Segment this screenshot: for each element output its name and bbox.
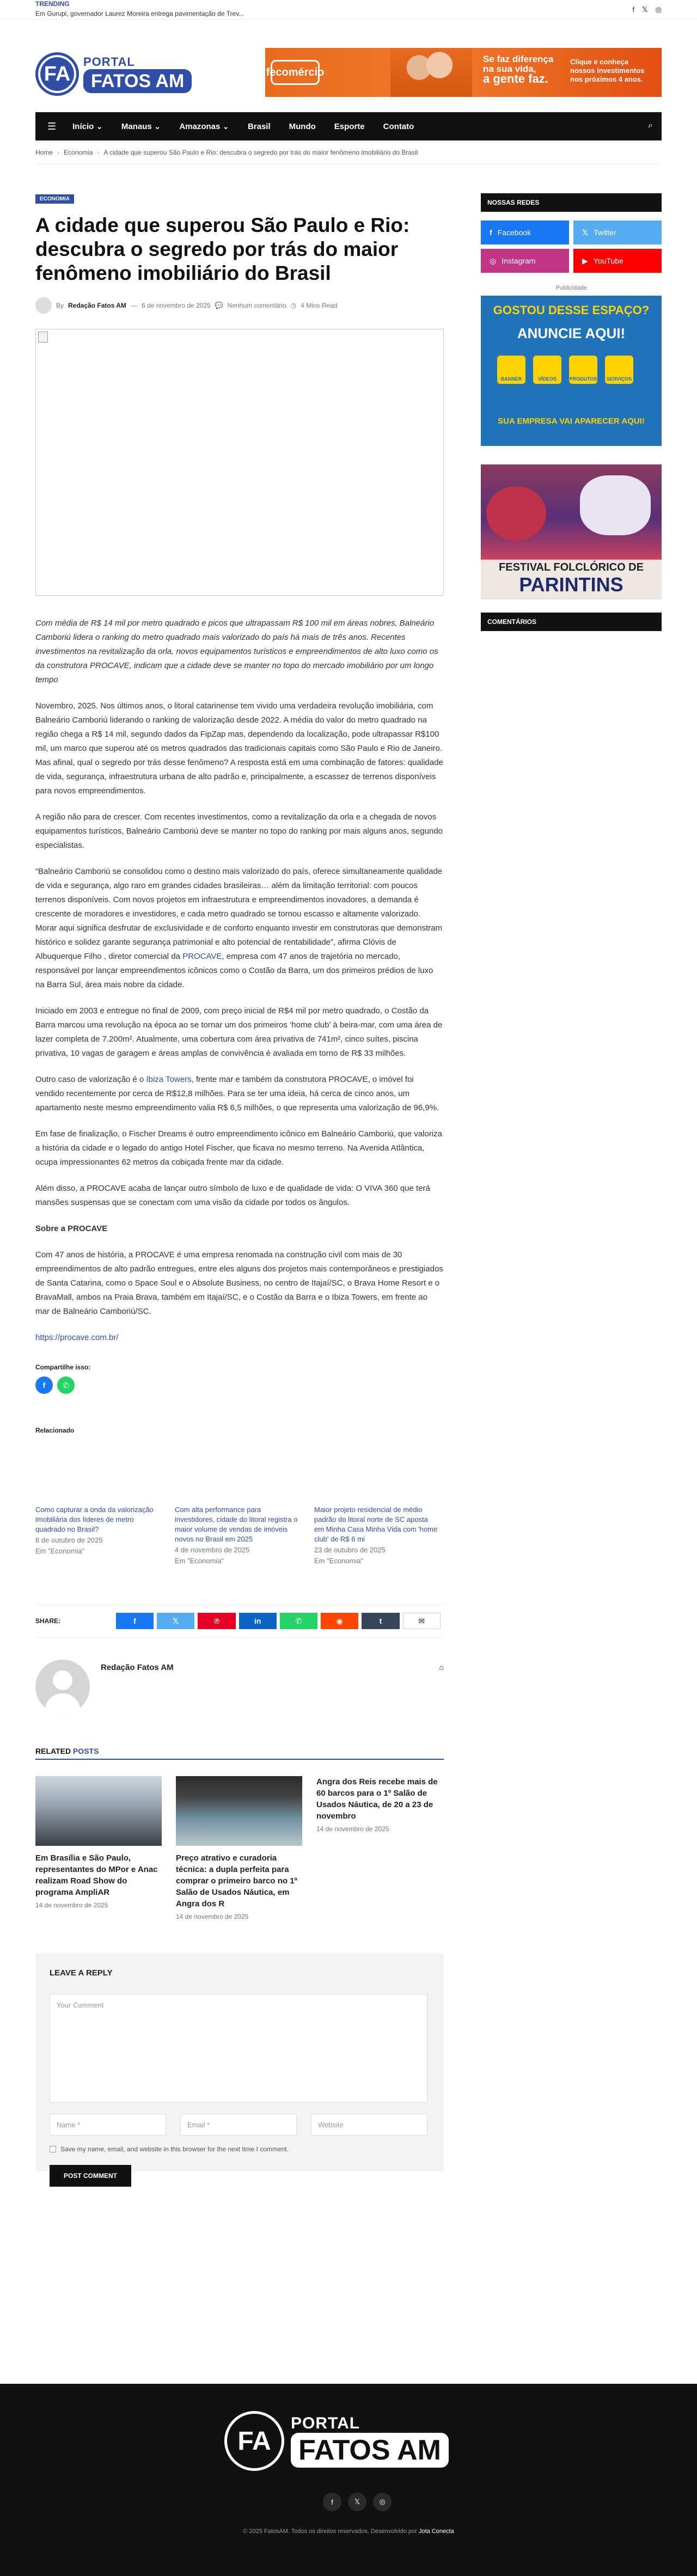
website-icon[interactable]: ⌂ bbox=[439, 1663, 444, 1672]
read-time: 4 Mins Read bbox=[301, 302, 338, 309]
comment-form bbox=[35, 1953, 444, 2180]
related-posts bbox=[35, 1747, 444, 1920]
related-label: Relacionado bbox=[35, 1427, 75, 1434]
banner-cta: Clique e conheça nossos investimentos nos próximos 4 anos. bbox=[570, 58, 645, 83]
website-field[interactable]: Website bbox=[311, 2114, 427, 2136]
trending-label: TRENDING bbox=[35, 0, 70, 8]
ad-decoration bbox=[580, 475, 651, 535]
related-post-image[interactable] bbox=[176, 1776, 302, 1846]
breadcrumb-section[interactable]: Economia bbox=[64, 148, 93, 156]
ad-decoration bbox=[486, 486, 546, 541]
x-icon: 𝕏 bbox=[582, 228, 589, 237]
broken-image-icon bbox=[38, 332, 48, 342]
article bbox=[35, 193, 444, 2180]
subheading: Sobre a PROCAVE bbox=[35, 1224, 108, 1233]
networks-heading: NOSSAS REDES bbox=[481, 193, 662, 212]
main-nav bbox=[35, 112, 662, 140]
parintins-banner[interactable]: FESTIVAL FOLCLÓRICO DE PARINTINS bbox=[481, 464, 662, 599]
logo-portal: PORTAL bbox=[83, 55, 135, 69]
video-icon: VÍDEOS bbox=[533, 356, 561, 384]
related-link-item: Com alta performance para investidores, cidade do litoral registra o maior volume de vendas de imóveis novos no Brasil em 2025 4 de novembro de 2025 Em "Economia" bbox=[175, 1506, 298, 1565]
tumblr-share-button[interactable]: t bbox=[362, 1613, 399, 1629]
whatsapp-share-icon[interactable]: ✆ bbox=[57, 1376, 75, 1394]
author-box bbox=[35, 1660, 444, 1714]
related-link[interactable]: Com alta performance para investidores, cidade do litoral registra o maior volume de vendas de imóveis novos no Brasil em 2025 bbox=[175, 1506, 298, 1543]
related-post-card: Preço atrativo e curadoria técnica: a dupla perfeita para comprar o primeiro barco no 1º Salão de Usados Náutica, em Angra dos R 14 de novembro de 2025 bbox=[176, 1776, 302, 1920]
nav-amazonas[interactable]: Amazonas ⌄ bbox=[179, 121, 229, 131]
youtube-icon: ▶ bbox=[582, 256, 588, 265]
related-post-title[interactable]: Em Brasília e São Paulo, representantes do MPor e Anac realizam Road Show do programa AmpliAR bbox=[35, 1853, 158, 1897]
category-badge[interactable]: ECONOMIA bbox=[35, 194, 74, 204]
header-banner[interactable] bbox=[265, 48, 662, 97]
related-post-title[interactable]: Preço atrativo e curadoria técnica: a dupla perfeita para comprar o primeiro barco no 1º Salão de Usados Náutica, em Angra dos R bbox=[176, 1853, 298, 1908]
chevron-down-icon: ⌄ bbox=[222, 122, 229, 131]
breadcrumb-home[interactable]: Home bbox=[35, 148, 53, 156]
share-label: Compartilhe isso: bbox=[35, 1363, 91, 1371]
comment-icon: 💬 bbox=[215, 302, 223, 309]
facebook-button[interactable]: f Facebook bbox=[481, 221, 569, 244]
youtube-button[interactable]: ▶ YouTube bbox=[573, 249, 662, 273]
breadcrumb bbox=[35, 140, 662, 164]
related-link[interactable]: Como capturar a onda da valorização imobiliária dos líderes de metro quadrado no Brasil? bbox=[35, 1506, 154, 1533]
developer-link[interactable]: Jota Conecta bbox=[418, 2528, 454, 2535]
sidebar bbox=[481, 193, 662, 631]
email-field[interactable]: Email * bbox=[180, 2114, 297, 2136]
ibiza-link[interactable]: Ibiza Towers bbox=[146, 1075, 192, 1084]
facebook-icon: f bbox=[490, 228, 492, 237]
paragraph: Outro caso de valorização é o Ibiza Towers, frente mar e também da construtora PROCAVE, o imóvel foi vendido recentemente por cerca de R$12,8 milhões. Para se ter uma ideia, há cerca de cinco anos, um apartamento neste mesmo empreendimento valia R$ 6,5 milhões, o que representa uma valorização de 96,9%. bbox=[35, 1075, 439, 1112]
nav-brasil[interactable]: Brasil bbox=[247, 121, 271, 131]
top-bar bbox=[0, 0, 697, 20]
paragraph: “Balneário Camboriú se consolidou como o destino mais valorizado do país, oferece simultaneamente qualidade de vida e segurança, algo raro em grandes cidades brasileiras… além da limitação territorial: com poucos terrenos disponíveis. Com novos projetos em infraestrutura e empreendimentos inovadores, a demanda é crescente de moradores e investidores, e cada metro quadrado se tornou escasso e altamente valorizado. Morar aqui significa desfrutar de exclusividade e de conforto enquanto investir em construtoras que demonstram histórico e solidez garante segurança patrimonial e alto potencial de rentabilidade”, afirma Clóvis de Albuquerque Filho , diretor comercial da PROCAVE, empresa com 47 anos de trajetória no mercado, responsável por lançar empreendimentos icônicos como o Costão da Barra, um dos primeiros prédios de luxo na Barra Sul, área mais nobre da cidade. bbox=[35, 867, 443, 989]
nav-manaus[interactable]: Manaus ⌄ bbox=[121, 121, 161, 131]
paragraph: Em fase de finalização, o Fischer Dreams é outro empreendimento icônico em Balneário Camboriú, que valoriza a história da cidade e o legado do antigo Hotel Fischer, que ficava no mesmo terreno. Na Avenida Atlântica, ocupa impressionantes 62 metros da cobiçada frente mar da cidade. bbox=[35, 1129, 443, 1167]
related-link-item: Como capturar a onda da valorização imobiliária dos líderes de metro quadrado no Brasil? 8 de outubro de 2025 Em "Economia" bbox=[35, 1506, 154, 1555]
ad-label: Publicidade bbox=[555, 285, 587, 291]
related-post-card: Em Brasília e São Paulo, representantes do MPor e Anac realizam Road Show do programa AmpliAR 14 de novembro de 2025 bbox=[35, 1776, 162, 1920]
comments-link[interactable]: Nenhum comentário bbox=[227, 302, 286, 309]
copyright: © 2025 FatosAM. Todos os direitos reservados. Desenvolvido por Jota Conecta bbox=[243, 2528, 454, 2535]
logo-name: FATOS AM bbox=[83, 69, 192, 93]
nav-esporte[interactable]: Esporte bbox=[334, 121, 365, 131]
article-date: 6 de novembro de 2025 bbox=[141, 302, 211, 309]
share-small bbox=[35, 1376, 444, 1394]
procave-link[interactable]: PROCAVE bbox=[182, 952, 222, 961]
nav-contato[interactable]: Contato bbox=[383, 121, 414, 131]
save-info-checkbox[interactable]: Save my name, email, and website in this browser for the next time I comment. bbox=[50, 2145, 430, 2153]
banner-brand: fecomércio bbox=[271, 60, 320, 85]
share-bar-label: SHARE: bbox=[35, 1617, 61, 1625]
nav-mundo[interactable]: Mundo bbox=[289, 121, 316, 131]
logo-mark: FA bbox=[35, 52, 79, 96]
related-post-card: Angra dos Reis recebe mais de 60 barcos para o 1º Salão de Usados Náutica, de 20 a 23 de novembro 14 de novembro de 2025 bbox=[316, 1776, 443, 1920]
comments-heading: COMENTÁRIOS bbox=[481, 613, 662, 631]
linkedin-share-button[interactable]: in bbox=[239, 1613, 277, 1629]
related-link[interactable]: Maior projeto residencial de médio padrão do litoral norte de SC aposta em Minha Casa Minha Vida com 'home club' de R$ 6 mi bbox=[314, 1506, 438, 1543]
instagram-icon: ◎ bbox=[490, 256, 497, 265]
avatar bbox=[35, 297, 52, 314]
facebook-icon[interactable]: f bbox=[632, 5, 635, 14]
featured-image bbox=[35, 329, 444, 596]
paragraph: Além disso, a PROCAVE acaba de lançar outro símbolo de luxo e de qualidade de vida: O VIVA 360 que terá mansões suspensas que se conectam com uma visão da cidade por todos os ângulos. bbox=[35, 1184, 430, 1207]
article-meta: By Redação Fatos AM — 6 de novembro de 2025 💬 Nenhum comentário ◷ 4 Mins Read bbox=[35, 297, 444, 314]
facebook-share-icon[interactable]: f bbox=[35, 1376, 53, 1394]
name-field[interactable]: Name * bbox=[50, 2114, 166, 2136]
article-title: A cidade que superou São Paulo e Rio: descubra o segredo por trás do maior fenômeno imobiliário do Brasil bbox=[35, 214, 410, 284]
paragraph: A região não para de crescer. Com recentes investimentos, como a revitalização da orla e a chegada de novos equipamentos turísticos, Balneário Camboriú deve se manter no topo do ranking por mais alguns anos, segundo especialistas. bbox=[35, 812, 443, 850]
menu-icon[interactable]: ☰ bbox=[47, 120, 57, 132]
banner-icon: BANNER bbox=[497, 356, 525, 384]
breadcrumb-separator: › bbox=[57, 148, 60, 156]
related-post-image[interactable] bbox=[35, 1776, 162, 1846]
clock-icon: ◷ bbox=[290, 302, 297, 309]
x-icon[interactable]: 𝕏 bbox=[348, 2493, 366, 2511]
author-name[interactable]: Redação Fatos AM bbox=[101, 1663, 174, 1672]
pinterest-share-button[interactable]: ℗ bbox=[198, 1613, 235, 1629]
share-bar bbox=[35, 1604, 444, 1638]
comment-textarea[interactable]: Your Comment bbox=[50, 1994, 427, 2103]
header bbox=[0, 20, 697, 112]
footer-logo[interactable]: FA PORTAL FATOS AM bbox=[224, 2411, 449, 2471]
reply-title: LEAVE A REPLY bbox=[50, 1968, 113, 1978]
post-comment-button[interactable]: POST COMMENT bbox=[50, 2165, 131, 2187]
product-icon: PRODUTOS bbox=[569, 356, 597, 384]
facebook-icon[interactable]: f bbox=[323, 2493, 341, 2511]
advertise-banner[interactable]: GOSTOU DESSE ESPAÇO? ANUNCIE AQUI! BANNER VÍDEOS PRODUTOS SERVIÇOS SUA EMPRESA VAI APARECER AQUI! bbox=[481, 296, 662, 446]
author-avatar bbox=[35, 1660, 90, 1714]
banner-people-image bbox=[390, 48, 472, 97]
top-social bbox=[633, 5, 662, 14]
x-share-button[interactable]: 𝕏 bbox=[157, 1613, 194, 1629]
trending-link[interactable]: Em Gurupi, governador Laurez Moreira entrega pavimentação de Trev... bbox=[35, 10, 244, 17]
related-posts-heading: RELATED POSTS bbox=[35, 1747, 444, 1760]
site-logo[interactable] bbox=[35, 52, 192, 96]
instagram-icon[interactable]: ◎ bbox=[655, 5, 662, 14]
related-post-title[interactable]: Angra dos Reis recebe mais de 60 barcos para o 1º Salão de Usados Náutica, de 20 a 23 de novembro bbox=[316, 1777, 438, 1821]
whatsapp-share-button[interactable]: ✆ bbox=[280, 1613, 317, 1629]
author-link[interactable]: Redação Fatos AM bbox=[68, 302, 126, 309]
service-icon: SERVIÇOS bbox=[605, 356, 633, 384]
nav-inicio[interactable]: Início ⌄ bbox=[72, 121, 103, 131]
social-networks bbox=[481, 221, 662, 273]
search-icon[interactable]: ⌕ bbox=[648, 121, 653, 130]
footer bbox=[0, 2384, 697, 2576]
chevron-down-icon: ⌄ bbox=[154, 122, 161, 131]
breadcrumb-current: A cidade que superou São Paulo e Rio: descubra o segredo por trás do maior fenômeno imobiliário do Brasil bbox=[103, 148, 418, 156]
breadcrumb-separator: › bbox=[97, 148, 100, 156]
banner-headline: Se faz diferença na sua vida, a gente faz. bbox=[483, 54, 554, 85]
related-link-item: Maior projeto residencial de médio padrão do litoral norte de SC aposta em Minha Casa Minha Vida com 'home club' de R$ 6 mi 23 de outubro de 2025 Em "Economia" bbox=[314, 1506, 438, 1565]
x-icon[interactable]: 𝕏 bbox=[642, 5, 648, 14]
article-lead: Com média de R$ 14 mil por metro quadrado e picos que ultrapassam R$ 100 mil em áreas nobres, Balneário Camboriú lidera o ranking do metro quadrado mais valorizado do país há mais de três anos. Recentes investimentos na revitalização da orla, novos equipamentos turísticos e empreendimentos de alto luxo como os da construtora PROCAVE, indicam que a cidade deve se manter no topo do mercado imobiliário por um longo tempo bbox=[35, 619, 438, 684]
facebook-share-button[interactable]: f bbox=[116, 1613, 154, 1629]
twitter-button[interactable]: 𝕏 Twitter bbox=[573, 221, 662, 244]
related-links bbox=[35, 1505, 444, 1566]
paragraph: Iniciado em 2003 e entregue no final de 2009, com preço inicial de R$4 mil por metro quadrado, o Costão da Barra marcou uma revolução na época ao se tornar um dos primeiros ‘home club’ à beira-mar, com uma área de lazer completa de 7.200m². Atualmente, uma cobertura com área privativa de 741m², cinco suítes, piscina privativa, 10 vagas de garagem e áreas amplas de convivência é avaliada em torno de R$ 33 milhões. bbox=[35, 1006, 443, 1058]
paragraph: Com 47 anos de história, a PROCAVE é uma empresa renomada na construção civil com mais de 30 empreendimentos de alto padrão entregues, entre eles alguns dos projetos mais contemporâneos e prestigiados de Santa Catarina, como o Space Soul e o Absolute Business, no centro de Itajaí/SC, o Brava Home Resort e o BravaMall, ambos na Praia Brava, também em Itajaí/SC, e o Costão da Barra e o Ibiza Towers, em frente ao mar de Balneário Camboriú/SC. bbox=[35, 1250, 443, 1316]
chevron-down-icon: ⌄ bbox=[96, 122, 103, 131]
footer-logo-mark: FA bbox=[224, 2411, 284, 2471]
email-share-button[interactable]: ✉ bbox=[403, 1613, 441, 1629]
reddit-share-button[interactable]: ◉ bbox=[321, 1613, 358, 1629]
paragraph: Novembro, 2025. Nos últimos anos, o litoral catarinense tem vivido uma verdadeira revolução imobiliária, com Balneário Camboriú liderando o ranking de valorização desde 2022. A média do valor do metro quadrado na região chega a R$ 14 mil, segundo dados da FipZap mas, dependendo da localização, pode ultrapassar R$100 mil, um marco que superou até os metros quadrados das tradicionais capitais como São Paulo e Rio de Janeiro. Mas afinal, qual o segredo por trás desse fenômeno? A resposta está em uma combinação de fatores: qualidade de vida, segurança, infraestrutura urbana de alto padrão e, principalmente, a escassez de terrenos disponíveis para novos empreendimentos. bbox=[35, 701, 443, 796]
procave-url[interactable]: https://procave.com.br/ bbox=[35, 1333, 119, 1342]
footer-social bbox=[323, 2493, 392, 2511]
instagram-icon[interactable]: ◎ bbox=[373, 2493, 392, 2511]
instagram-button[interactable]: ◎ Instagram bbox=[481, 249, 569, 273]
